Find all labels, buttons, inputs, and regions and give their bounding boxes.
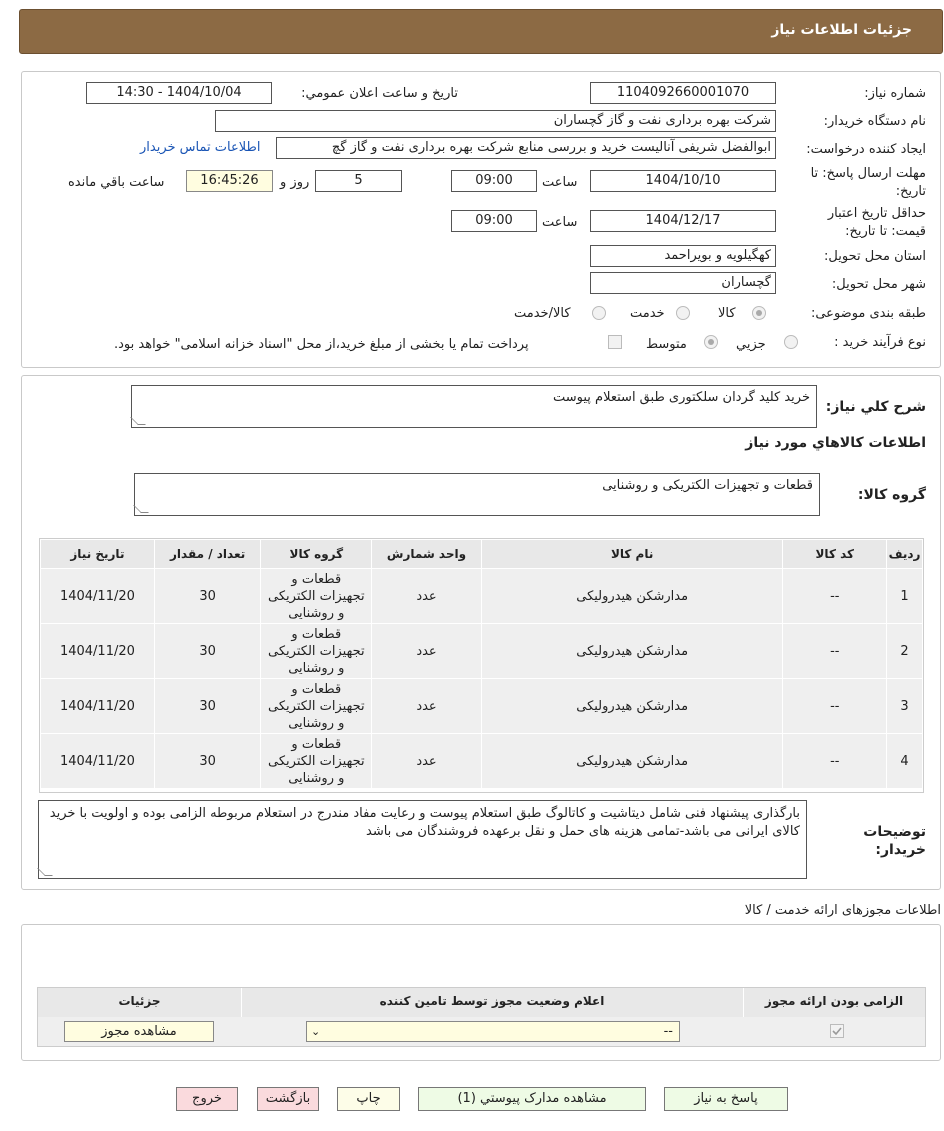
validity-time-label: ساعت <box>542 215 578 230</box>
cell-code: -- <box>783 734 887 789</box>
city-label: شهر محل تحویل: <box>831 277 926 292</box>
requester-field: ابوالفضل شریفی آنالیست خرید و بررسی منابع شرکت بهره برداری نفت و گاز گچ <box>276 137 776 159</box>
cell-qty: 30 <box>154 624 261 679</box>
process-minor-radio[interactable] <box>784 335 798 349</box>
announce-label: تاریخ و ساعت اعلان عمومي: <box>301 86 458 101</box>
category-both-radio[interactable] <box>592 306 606 320</box>
resize-handle-icon[interactable] <box>133 505 149 513</box>
items-table-wrapper <box>39 538 924 793</box>
permits-title: اطلاعات مجوزهای ارائه خدمت / کالا <box>744 903 941 918</box>
permit-status-value: -- <box>663 1024 673 1039</box>
cell-unit: عدد <box>372 569 482 624</box>
page-title: جزئیات اطلاعات نیاز <box>771 22 912 38</box>
requester-label: ایجاد کننده درخواست: <box>806 142 926 157</box>
buyer-notes-textarea[interactable] <box>38 800 807 879</box>
days-remaining-field: 5 <box>315 170 402 192</box>
cell-date: 1404/11/20 <box>41 569 155 624</box>
validity-label: حداقل تاریخ اعتبار <box>827 206 926 221</box>
buyer-contact-link[interactable]: اطلاعات تماس خریدار <box>140 140 261 155</box>
table-row[interactable] <box>41 734 923 789</box>
col-code: کد کالا <box>783 540 887 569</box>
cell-row: 4 <box>887 734 923 789</box>
permits-col-status: اعلام وضعیت مجوز توسط تامین کننده <box>379 994 605 1008</box>
remaining-label: ساعت باقي مانده <box>68 175 165 190</box>
cell-group: قطعات و تجهیزات الکتریکی و روشنایی <box>261 679 372 734</box>
goods-group-textarea[interactable] <box>134 473 820 516</box>
process-medium-label: متوسط <box>646 337 687 352</box>
view-permit-button[interactable]: مشاهده مجوز <box>64 1021 214 1042</box>
print-button[interactable]: چاپ <box>337 1087 400 1111</box>
category-goods-radio[interactable] <box>752 306 766 320</box>
category-both-label: کالا/خدمت <box>514 306 571 321</box>
table-row[interactable] <box>41 679 923 734</box>
col-date: تاریخ نیاز <box>41 540 155 569</box>
back-button[interactable]: بازگشت <box>257 1087 319 1111</box>
deadline-label-date: تاریخ: <box>895 184 926 199</box>
category-goods-label: کالا <box>718 306 736 321</box>
cell-name: مدارشکن هیدرولیکی <box>481 679 783 734</box>
deadline-date-field: 1404/10/10 <box>590 170 776 192</box>
buyer-org-field: شرکت بهره برداری نفت و گاز گچساران <box>215 110 776 132</box>
col-row: ردیف <box>887 540 923 569</box>
category-label: طبقه بندی موضوعی: <box>810 306 926 321</box>
buyer-notes-label: توضیحات <box>863 824 926 840</box>
remaining-time-field: 16:45:26 <box>186 170 273 192</box>
table-row[interactable] <box>41 624 923 679</box>
cell-group: قطعات و تجهیزات الکتریکی و روشنایی <box>261 624 372 679</box>
cell-name: مدارشکن هیدرولیکی <box>481 624 783 679</box>
cell-row: 1 <box>887 569 923 624</box>
items-table <box>40 539 923 789</box>
cell-unit: عدد <box>372 734 482 789</box>
permit-required-checkbox <box>830 1024 844 1038</box>
goods-info-title: اطلاعات کالاهاي مورد نیاز <box>745 435 926 451</box>
table-row[interactable] <box>41 569 923 624</box>
cell-name: مدارشکن هیدرولیکی <box>481 569 783 624</box>
items-table-header <box>41 540 923 569</box>
cell-date: 1404/11/20 <box>41 624 155 679</box>
overall-description-label: شرح کلي نیاز: <box>825 399 926 415</box>
province-label: استان محل تحویل: <box>824 249 926 264</box>
process-label: نوع فرآیند خرید : <box>834 335 926 350</box>
cell-code: -- <box>783 569 887 624</box>
cell-code: -- <box>783 624 887 679</box>
permit-status-select[interactable] <box>306 1021 680 1042</box>
cell-row: 3 <box>887 679 923 734</box>
cell-name: مدارشکن هیدرولیکی <box>481 734 783 789</box>
cell-code: -- <box>783 679 887 734</box>
buyer-org-label: نام دستگاه خریدار: <box>823 114 926 129</box>
cell-group: قطعات و تجهیزات الکتریکی و روشنایی <box>261 734 372 789</box>
permits-table <box>37 987 926 1047</box>
col-name: نام کالا <box>481 540 783 569</box>
process-minor-label: جزیي <box>736 337 766 352</box>
cell-qty: 30 <box>154 679 261 734</box>
reply-to-need-button[interactable]: پاسخ به نیاز <box>664 1087 788 1111</box>
resize-handle-icon[interactable] <box>37 868 53 876</box>
exit-button[interactable]: خروج <box>176 1087 238 1111</box>
cell-unit: عدد <box>372 679 482 734</box>
announce-datetime-field: 1404/10/04 - 14:30 <box>86 82 272 104</box>
validity-date-field: 1404/12/17 <box>590 210 776 232</box>
check-icon <box>831 1025 843 1037</box>
col-group: گروه کالا <box>261 540 372 569</box>
process-medium-radio[interactable] <box>704 335 718 349</box>
chevron-down-icon: ⌄ <box>311 1025 321 1038</box>
buyer-notes-label-2: خریدار: <box>875 842 926 858</box>
validity-time-field: 09:00 <box>451 210 537 232</box>
deadline-time-field: 09:00 <box>451 170 537 192</box>
cell-unit: عدد <box>372 624 482 679</box>
permits-col-required: الزامی بودن ارائه مجوز <box>764 994 904 1008</box>
page-header <box>19 9 943 54</box>
buyer-notes-text: بارگذاری پیشنهاد فنی شامل دیتاشیت و کاتالوگ طبق استعلام پیوست و رعایت مفاد مندرج در استعلام مربوطه الزامی بوده و اولویت با خرید کالای ایرانی می باشد-تمامی هزینه های حمل و نقل برعهده فروشندگان می باشد <box>49 806 800 839</box>
goods-group-label: گروه کالا: <box>857 487 926 503</box>
cell-date: 1404/11/20 <box>41 734 155 789</box>
cell-date: 1404/11/20 <box>41 679 155 734</box>
goods-group-text: قطعات و تجهیزات الکتریکی و روشنایی <box>602 478 813 493</box>
resize-handle-icon[interactable] <box>130 417 146 425</box>
need-number-field: 1104092660001070 <box>590 82 776 104</box>
overall-description-text: خرید کلید گردان سلکتوری طبق استعلام پیوست <box>553 390 810 405</box>
treasury-payment-note: پرداخت تمام یا بخشی از مبلغ خرید،از محل "اسناد خزانه اسلامی" خواهد بود. <box>114 337 529 352</box>
permits-col-details: جزئیات <box>118 994 161 1008</box>
days-label: روز و <box>280 175 310 190</box>
col-unit: واحد شمارش <box>372 540 482 569</box>
overall-description-textarea[interactable] <box>131 385 817 428</box>
province-field: کهگیلویه و بویراحمد <box>590 245 776 267</box>
deadline-label: مهلت ارسال پاسخ: تا <box>810 166 926 181</box>
category-service-label: خدمت <box>630 306 665 321</box>
col-qty: تعداد / مقدار <box>154 540 261 569</box>
need-number-label: شماره نیاز: <box>864 86 926 101</box>
validity-label-date: قیمت: تا تاریخ: <box>845 224 926 239</box>
city-field: گچساران <box>590 272 776 294</box>
cell-group: قطعات و تجهیزات الکتریکی و روشنایی <box>261 569 372 624</box>
category-service-radio[interactable] <box>676 306 690 320</box>
deadline-time-label: ساعت <box>542 175 578 190</box>
cell-row: 2 <box>887 624 923 679</box>
cell-qty: 30 <box>154 734 261 789</box>
treasury-payment-checkbox[interactable] <box>608 335 622 349</box>
view-attachments-button[interactable]: مشاهده مدارک پیوستي (1) <box>418 1087 646 1111</box>
cell-qty: 30 <box>154 569 261 624</box>
